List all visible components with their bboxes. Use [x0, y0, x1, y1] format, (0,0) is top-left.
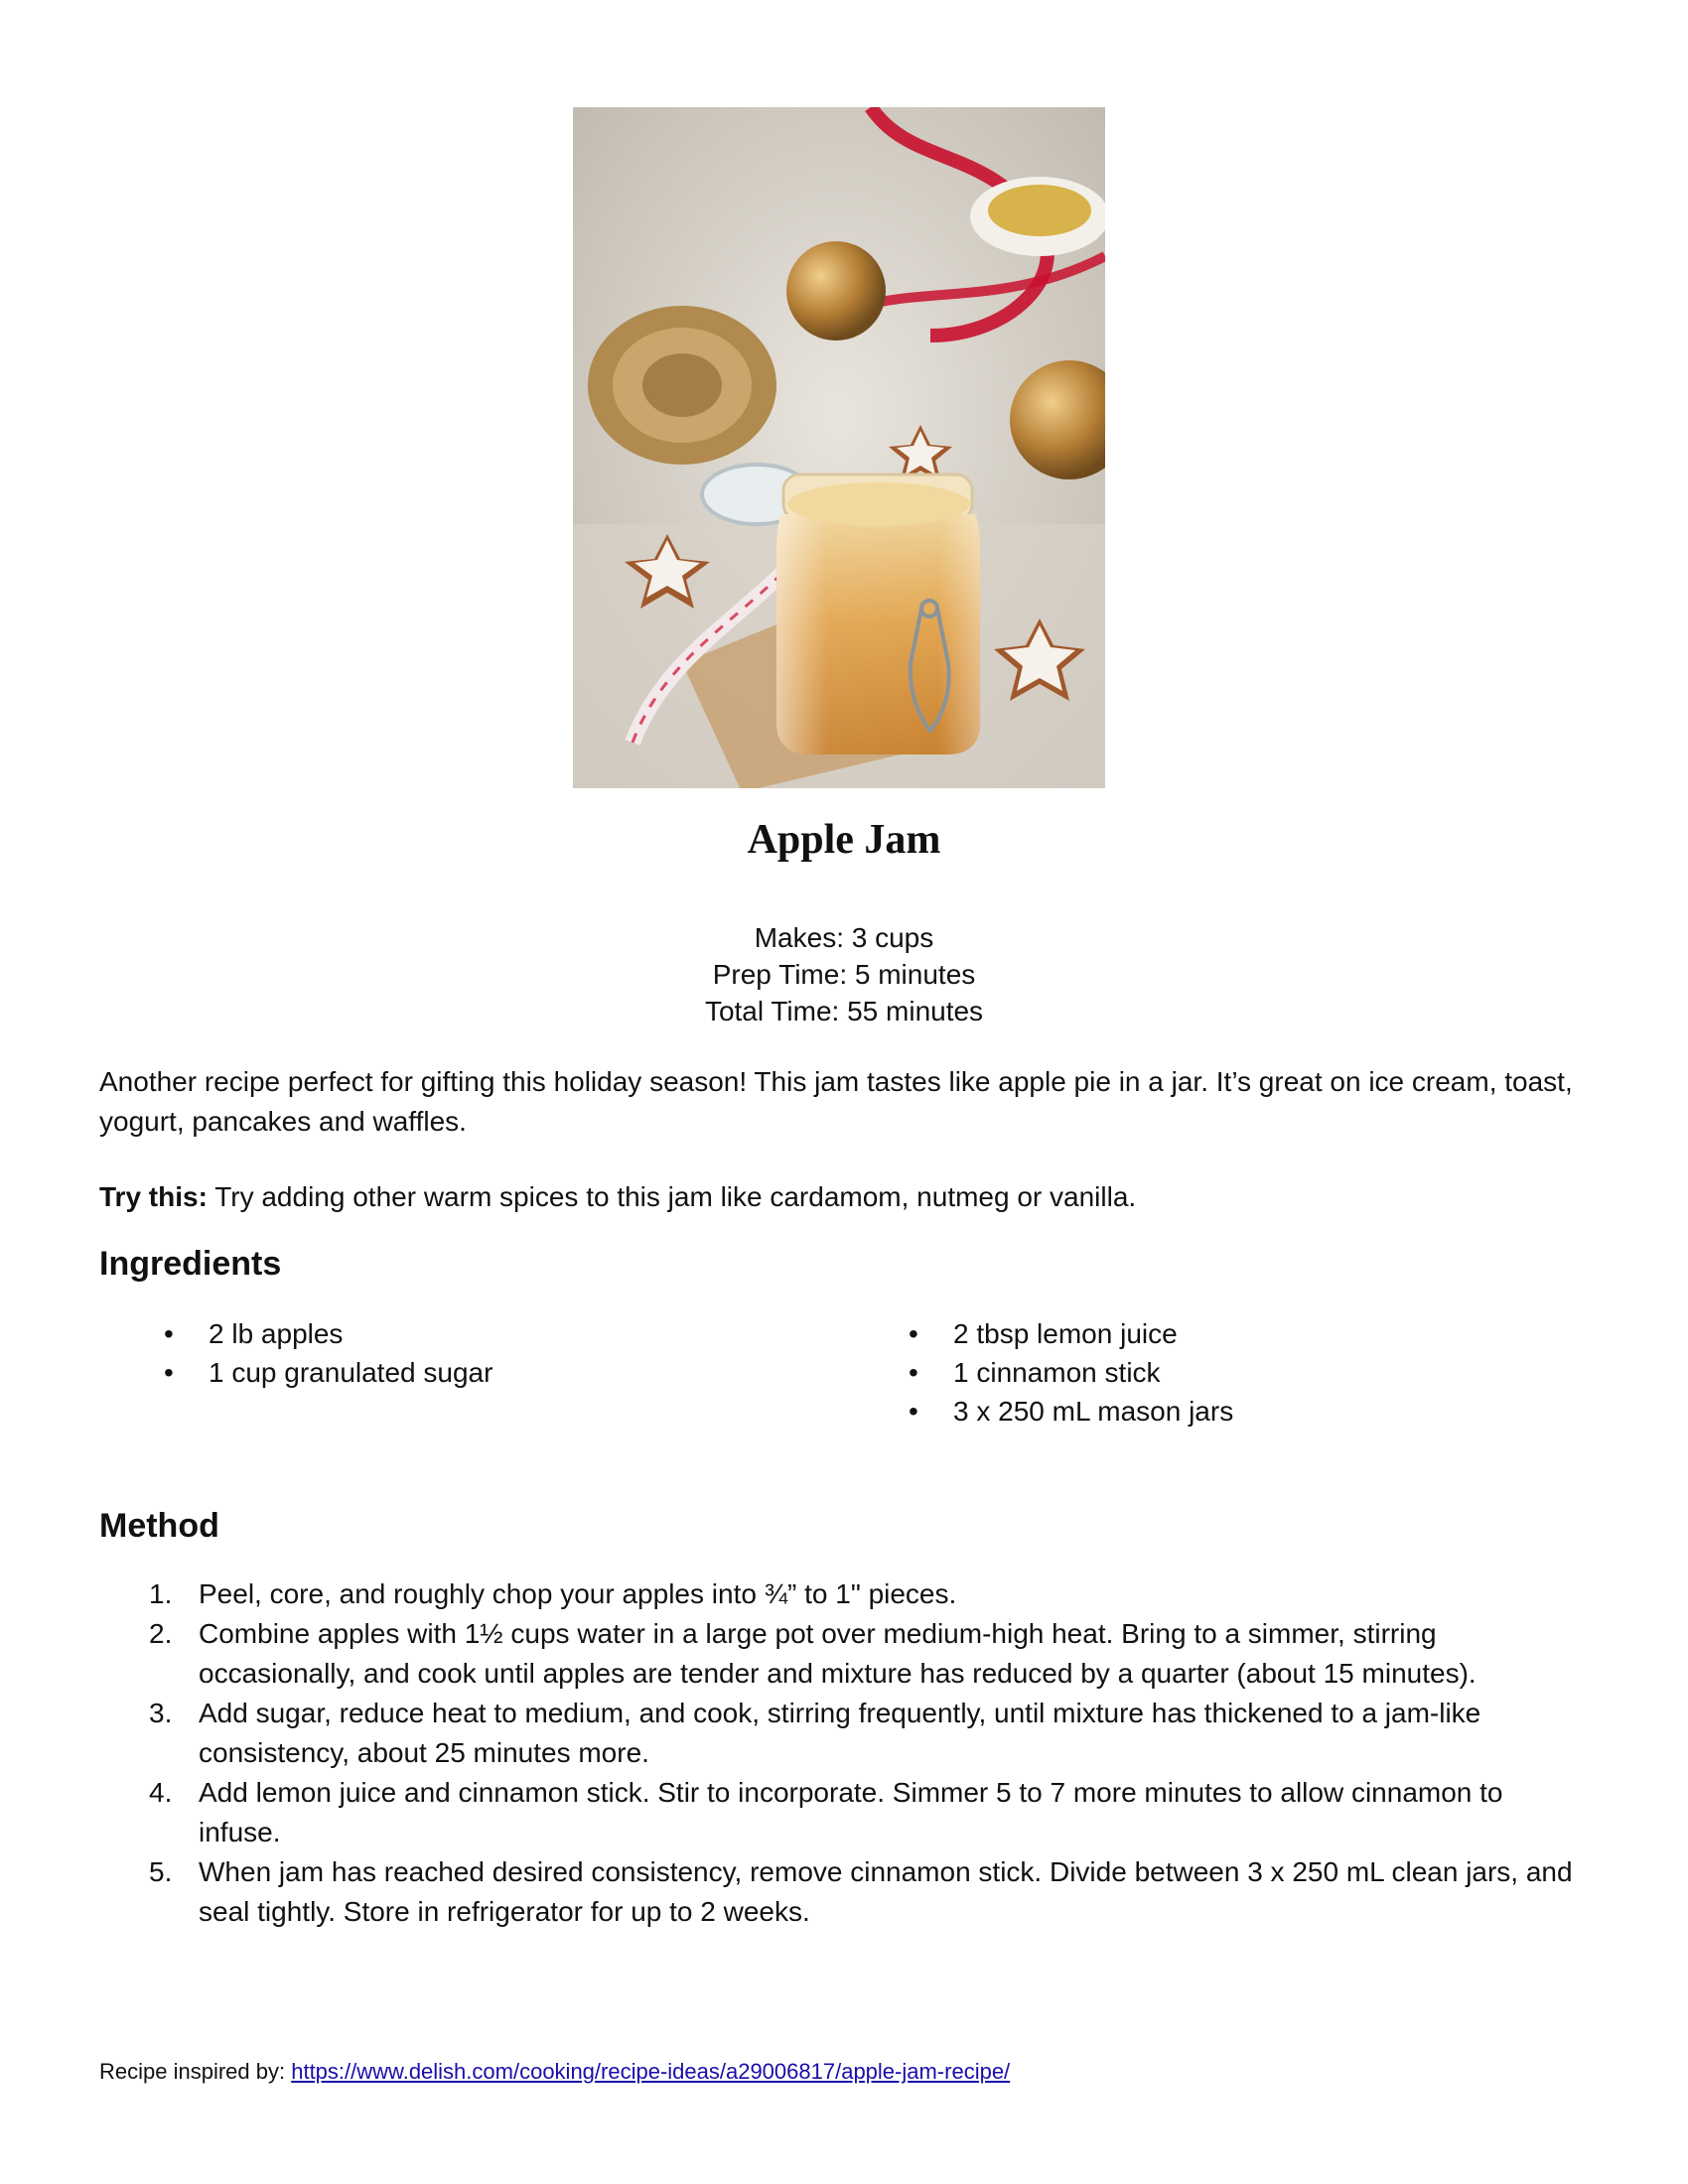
ingredients-list-left: [164, 1314, 492, 1392]
bullet-icon: •: [909, 1357, 918, 1388]
makes-yield: Makes: 3 cups: [754, 922, 934, 953]
bullet-icon: •: [164, 1357, 174, 1388]
recipe-title: Apple Jam: [747, 817, 941, 863]
intro-paragraph: Another recipe perfect for gifting this holiday season! This jam tastes like apple pie in a jar. It’s great on ice cream, toast, yogurt, pancakes and waffles.: [99, 1066, 1573, 1137]
apple-jam-jar-image: [573, 107, 1105, 788]
ingredients-list-right: [909, 1314, 1233, 1431]
ingredient-item: • 1 cup granulated sugar: [164, 1353, 492, 1392]
ingredient-item: • 2 tbsp lemon juice: [909, 1314, 1233, 1353]
bullet-icon: •: [164, 1318, 174, 1349]
method-step: [149, 1773, 1579, 1852]
step-text: Add sugar, reduce heat to medium, and cook, stirring frequently, until mixture has thickened to a jam-like consistency, about 25 minutes more.: [199, 1698, 1481, 1768]
step-text: When jam has reached desired consistency, remove cinnamon stick. Divide between 3 x 250 mL clean jars, and seal tightly. Store in refrigerator for up to 2 weeks.: [199, 1856, 1573, 1927]
try-this-text: Try adding other warm spices to this jam like cardamom, nutmeg or vanilla.: [207, 1181, 1137, 1212]
method-steps: [149, 1574, 1579, 1932]
method-step: [149, 1694, 1579, 1773]
bullet-icon: •: [909, 1318, 918, 1349]
step-text: Peel, core, and roughly chop your apples into ¾” to 1" pieces.: [199, 1578, 957, 1609]
total-time: Total Time: 55 minutes: [704, 996, 984, 1026]
method-step: [149, 1852, 1579, 1932]
source-link[interactable]: https://www.delish.com/cooking/recipe-ideas/a29006817/apple-jam-recipe/: [291, 2059, 1011, 2084]
ingredient-item: • 2 lb apples: [164, 1314, 492, 1353]
step-number: 3.: [149, 1698, 173, 1728]
recipe-meta: [0, 919, 1688, 1029]
method-heading: Method: [99, 1507, 219, 1545]
try-this-tip: [99, 1177, 1609, 1217]
source-label: Recipe inspired by:: [99, 2059, 292, 2084]
recipe-source: [99, 2057, 1010, 2087]
ingredient-item: • 1 cinnamon stick: [909, 1353, 1233, 1392]
ingredient-item: • 3 x 250 mL mason jars: [909, 1392, 1233, 1431]
ingredients-heading: Ingredients: [99, 1245, 282, 1283]
prep-time: Prep Time: 5 minutes: [712, 959, 976, 990]
method-step: [149, 1574, 1579, 1614]
step-number: 1.: [149, 1578, 173, 1609]
step-number: 2.: [149, 1618, 173, 1649]
bullet-icon: •: [909, 1396, 918, 1427]
step-text: Combine apples with 1½ cups water in a large pot over medium-high heat. Bring to a simmer, stirring occasionally, and cook until apples are tender and mixture has reduced by a quarter (about 15 minutes).: [199, 1618, 1477, 1689]
step-number: 4.: [149, 1777, 173, 1808]
step-text: Add lemon juice and cinnamon stick. Stir to incorporate. Simmer 5 to 7 more minutes to allow cinnamon to infuse.: [199, 1777, 1503, 1847]
method-step: [149, 1614, 1579, 1694]
hero-photo: [573, 107, 1105, 788]
step-number: 5.: [149, 1856, 173, 1887]
try-this-label: Try this:: [99, 1181, 208, 1212]
